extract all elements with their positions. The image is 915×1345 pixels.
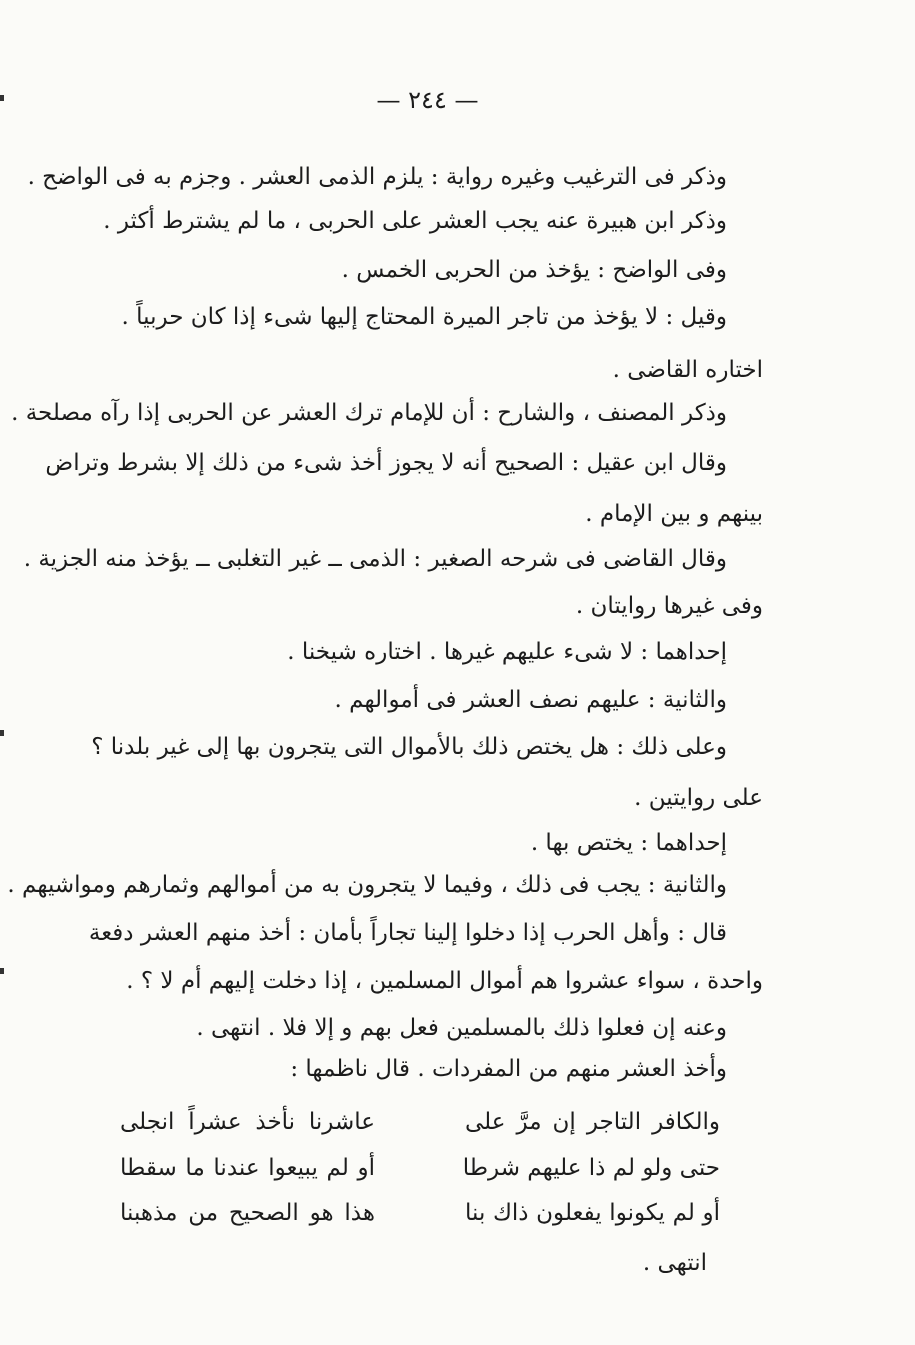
text-line: اختاره القاضى .	[612, 357, 763, 383]
text-line: وعلى ذلك : هل يختص ذلك بالأموال التى يتجرون بها إلى غير بلدنا ؟	[91, 734, 727, 760]
text-line: وفى الواضح : يؤخذ من الحربى الخمس .	[341, 257, 727, 283]
poem-verse	[120, 1148, 720, 1188]
verse-first-hemistich: والكافر التاجر إن مرَّ على	[465, 1109, 720, 1135]
scan-edge-mark	[0, 95, 4, 101]
text-line: وأخذ العشر منهم من المفردات . قال ناظمها :	[290, 1056, 727, 1082]
text-line: وذكر المصنف ، والشارح : أن للإمام ترك العشر عن الحربى إذا رآه مصلحة .	[11, 400, 727, 426]
text-line: وذكر ابن هبيرة عنه يجب العشر على الحربى ، ما لم يشترط أكثر .	[103, 208, 727, 234]
text-line: والثانية : عليهم نصف العشر فى أموالهم .	[334, 687, 727, 713]
text-line: واحدة ، سواء عشروا هم أموال المسلمين ، إذا دخلت إليهم أم لا ؟ .	[126, 968, 763, 994]
verse-second-hemistich: أو لم يبيعوا عندنا ما سقطا	[120, 1155, 375, 1181]
text-line: بينهم و بين الإمام .	[585, 501, 763, 527]
text-line: وذكر فى الترغيب وغيره رواية : يلزم الذمى العشر . وجزم به فى الواضح .	[27, 164, 727, 190]
verse-second-hemistich: عاشرنا نأخذ عشراً انجلى	[120, 1109, 375, 1135]
text-line: قال : وأهل الحرب إذا دخلوا إلينا تجاراً بأمان : أخذ منهم العشر دفعة	[88, 920, 727, 946]
poem-verse	[120, 1102, 720, 1142]
text-line: على روايتين .	[634, 785, 763, 811]
verse-second-hemistich: هذا هو الصحيح من مذهبنا	[120, 1200, 375, 1226]
page-number: — ٢٤٤ —	[376, 86, 479, 114]
text-line: إحداهما : يختص بها .	[530, 830, 727, 856]
text-line: وقال القاضى فى شرحه الصغير : الذمى ــ غير التغلبى ــ يؤخذ منه الجزية .	[23, 546, 727, 572]
text-line: إحداهما : لا شىء عليهم غيرها . اختاره شيخنا .	[287, 639, 727, 665]
scan-edge-mark	[0, 730, 4, 736]
text-line: والثانية : يجب فى ذلك ، وفيما لا يتجرون به من أموالهم وثمارهم ومواشيهم .	[7, 872, 727, 898]
text-line: وقيل : لا يؤخذ من تاجر الميرة المحتاج إليها شىء إذا كان حربياً .	[121, 304, 727, 330]
verse-first-hemistich: أو لم يكونوا يفعلون ذاك بنا	[465, 1200, 720, 1226]
verse-first-hemistich: حتى ولو لم ذا عليهم شرطا	[462, 1155, 720, 1181]
poem-verse	[120, 1193, 720, 1233]
text-line: وقال ابن عقيل : الصحيح أنه لا يجوز أخذ شىء من ذلك إلا بشرط وتراض	[45, 450, 727, 476]
text-line: وفى غيرها روايتان .	[575, 593, 763, 619]
text-line: وعنه إن فعلوا ذلك بالمسلمين فعل بهم و إلا فلا . انتهى .	[196, 1015, 727, 1041]
closing-line: انتهى .	[642, 1250, 707, 1276]
scan-edge-mark	[0, 968, 4, 974]
